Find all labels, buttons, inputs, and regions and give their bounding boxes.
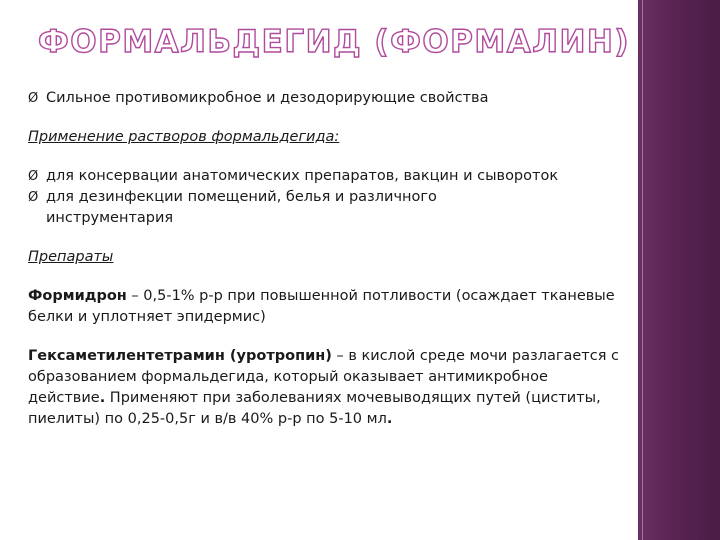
urotropin-text-1: – в кислой среде мочи разлагается с образованием формальдегида, который оказывает антимикробное действие xyxy=(28,348,620,406)
usage-item-text: для консервации анатомических препаратов, вакцин и сывороток xyxy=(46,168,559,184)
arrow-bullet-icon: Ø xyxy=(28,91,39,106)
urotropin-paragraph xyxy=(28,346,628,430)
slide-content xyxy=(28,88,628,430)
usage-item-continuation: инструментария xyxy=(46,210,174,226)
decorative-side-band xyxy=(638,0,720,540)
usage-heading: Применение растворов формальдегида: xyxy=(28,129,340,145)
arrow-bullet-icon: Ø xyxy=(28,190,39,205)
formidron-text: – 0,5-1% р-р при повышенной потливости (осаждает тканевые белки и уплотняет эпидермис) xyxy=(28,288,615,325)
preparations-heading: Препараты xyxy=(28,249,114,265)
urotropin-end: . xyxy=(386,411,393,427)
formidron-name: Формидрон xyxy=(28,288,127,304)
usage-item xyxy=(28,166,628,187)
usage-item-text: для дезинфекции помещений, белья и различного xyxy=(46,189,437,205)
formidron-paragraph xyxy=(28,286,628,328)
bullet-text: Сильное противомикробное и дезодорирующие свойства xyxy=(46,90,489,106)
decorative-side-line xyxy=(642,0,643,540)
arrow-bullet-icon: Ø xyxy=(28,169,39,184)
slide-title: ФОРМАЛЬДЕГИД (ФОРМАЛИН) xyxy=(38,24,631,60)
usage-item xyxy=(28,187,628,208)
urotropin-name: Гексаметилентетрамин (уротропин) xyxy=(28,348,332,364)
urotropin-dot: . xyxy=(99,390,106,406)
urotropin-text-2: Применяют при заболеваниях мочевыводящих путей (циститы, пиелиты) по 0,25-0,5г и в/в 40% р-р по 5-10 мл xyxy=(28,390,601,427)
bullet-properties xyxy=(28,88,628,109)
